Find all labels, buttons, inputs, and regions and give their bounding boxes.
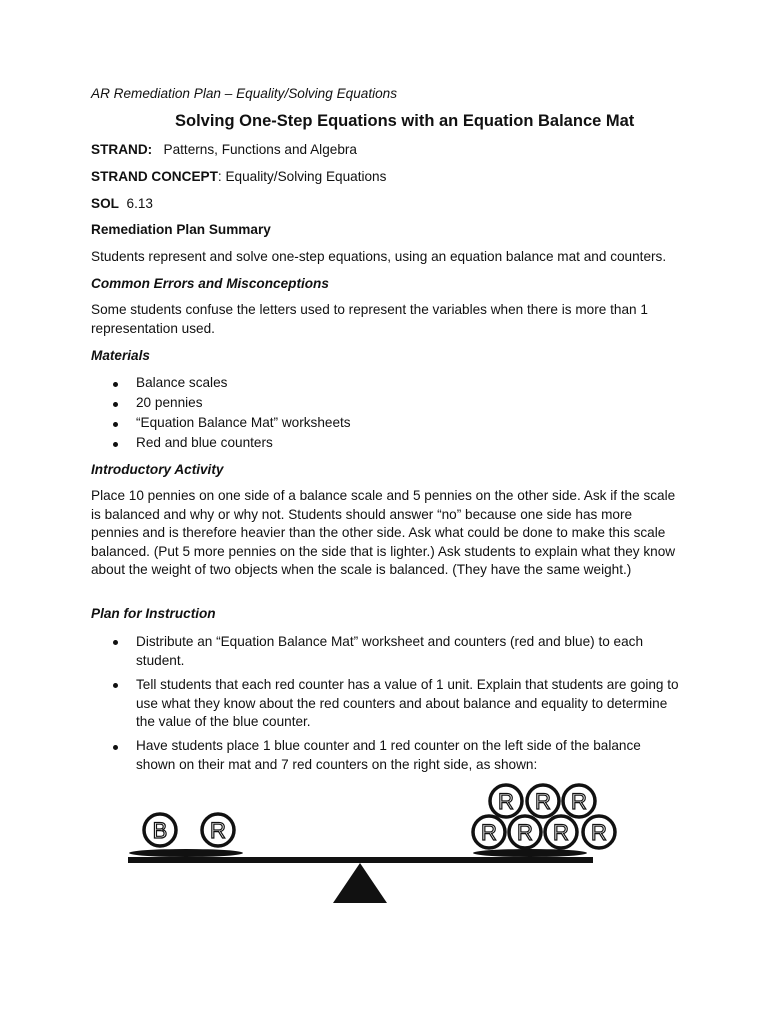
counter-label: R (553, 820, 569, 845)
materials-item: 20 pennies (136, 395, 203, 410)
intro-text: Place 10 pennies on one side of a balance scale and 5 pennies on the other side. Ask if the scale is balanced and why or why not. Students should answer “no” because one side has more pennies and is therefore heavier than the other side. Ask what could be done to make this scale balanced. (Put 5 more pennies on the side that is lighter.) Ask students to explain what they know about the weight of two objects when the scale is balanced. (They have the same weight.) (91, 488, 676, 577)
plan-item: Tell students that each red counter has a value of 1 unit. Explain that students are going to use what they know about the red counters and about balance and equality to determine the value of the blue counter. (136, 677, 679, 729)
counter-label: R (517, 820, 533, 845)
errors-text: Some students confuse the letters used to represent the variables when there is more than 1 representation used. (91, 302, 648, 336)
plan-item: Have students place 1 blue counter and 1 red counter on the left side of the balance shown on their mat and 7 red counters on the right side, as shown: (136, 738, 641, 772)
balance-beam (128, 857, 593, 863)
fulcrum-triangle (333, 863, 387, 903)
strand-label: STRAND: (91, 142, 153, 157)
materials-item: Red and blue counters (136, 435, 273, 450)
sol-label: SOL (91, 196, 119, 211)
materials-heading: Materials (91, 348, 150, 363)
intro-heading: Introductory Activity (91, 462, 224, 477)
counter-label: R (481, 820, 497, 845)
strand-concept-value: : Equality/Solving Equations (217, 169, 387, 184)
plan-item: Distribute an “Equation Balance Mat” worksheet and counters (red and blue) to each student. (136, 634, 644, 668)
counter-label: R (591, 820, 607, 845)
summary-heading: Remediation Plan Summary (91, 222, 271, 237)
strand-concept-label: STRAND CONCEPT (91, 169, 218, 184)
document-title: Solving One-Step Equations with an Equation Balance Mat (175, 112, 635, 130)
document-header: AR Remediation Plan – Equality/Solving Equations (91, 86, 398, 101)
counter-label: R (571, 789, 587, 814)
plan-heading: Plan for Instruction (91, 606, 216, 621)
right-pan-post (528, 853, 532, 859)
left-pan-post (184, 853, 188, 859)
counter-label: B (152, 818, 168, 843)
counter-label: R (498, 789, 514, 814)
counter-label: R (535, 789, 551, 814)
materials-item: “Equation Balance Mat” worksheets (136, 415, 351, 430)
strand-value: Patterns, Functions and Algebra (163, 142, 357, 157)
sol-value: 6.13 (126, 196, 153, 211)
materials-item: Balance scales (136, 375, 228, 390)
errors-heading: Common Errors and Misconceptions (91, 276, 329, 291)
summary-text: Students represent and solve one-step equations, using an equation balance mat and counters. (91, 249, 667, 264)
counter-label: R (210, 818, 226, 843)
